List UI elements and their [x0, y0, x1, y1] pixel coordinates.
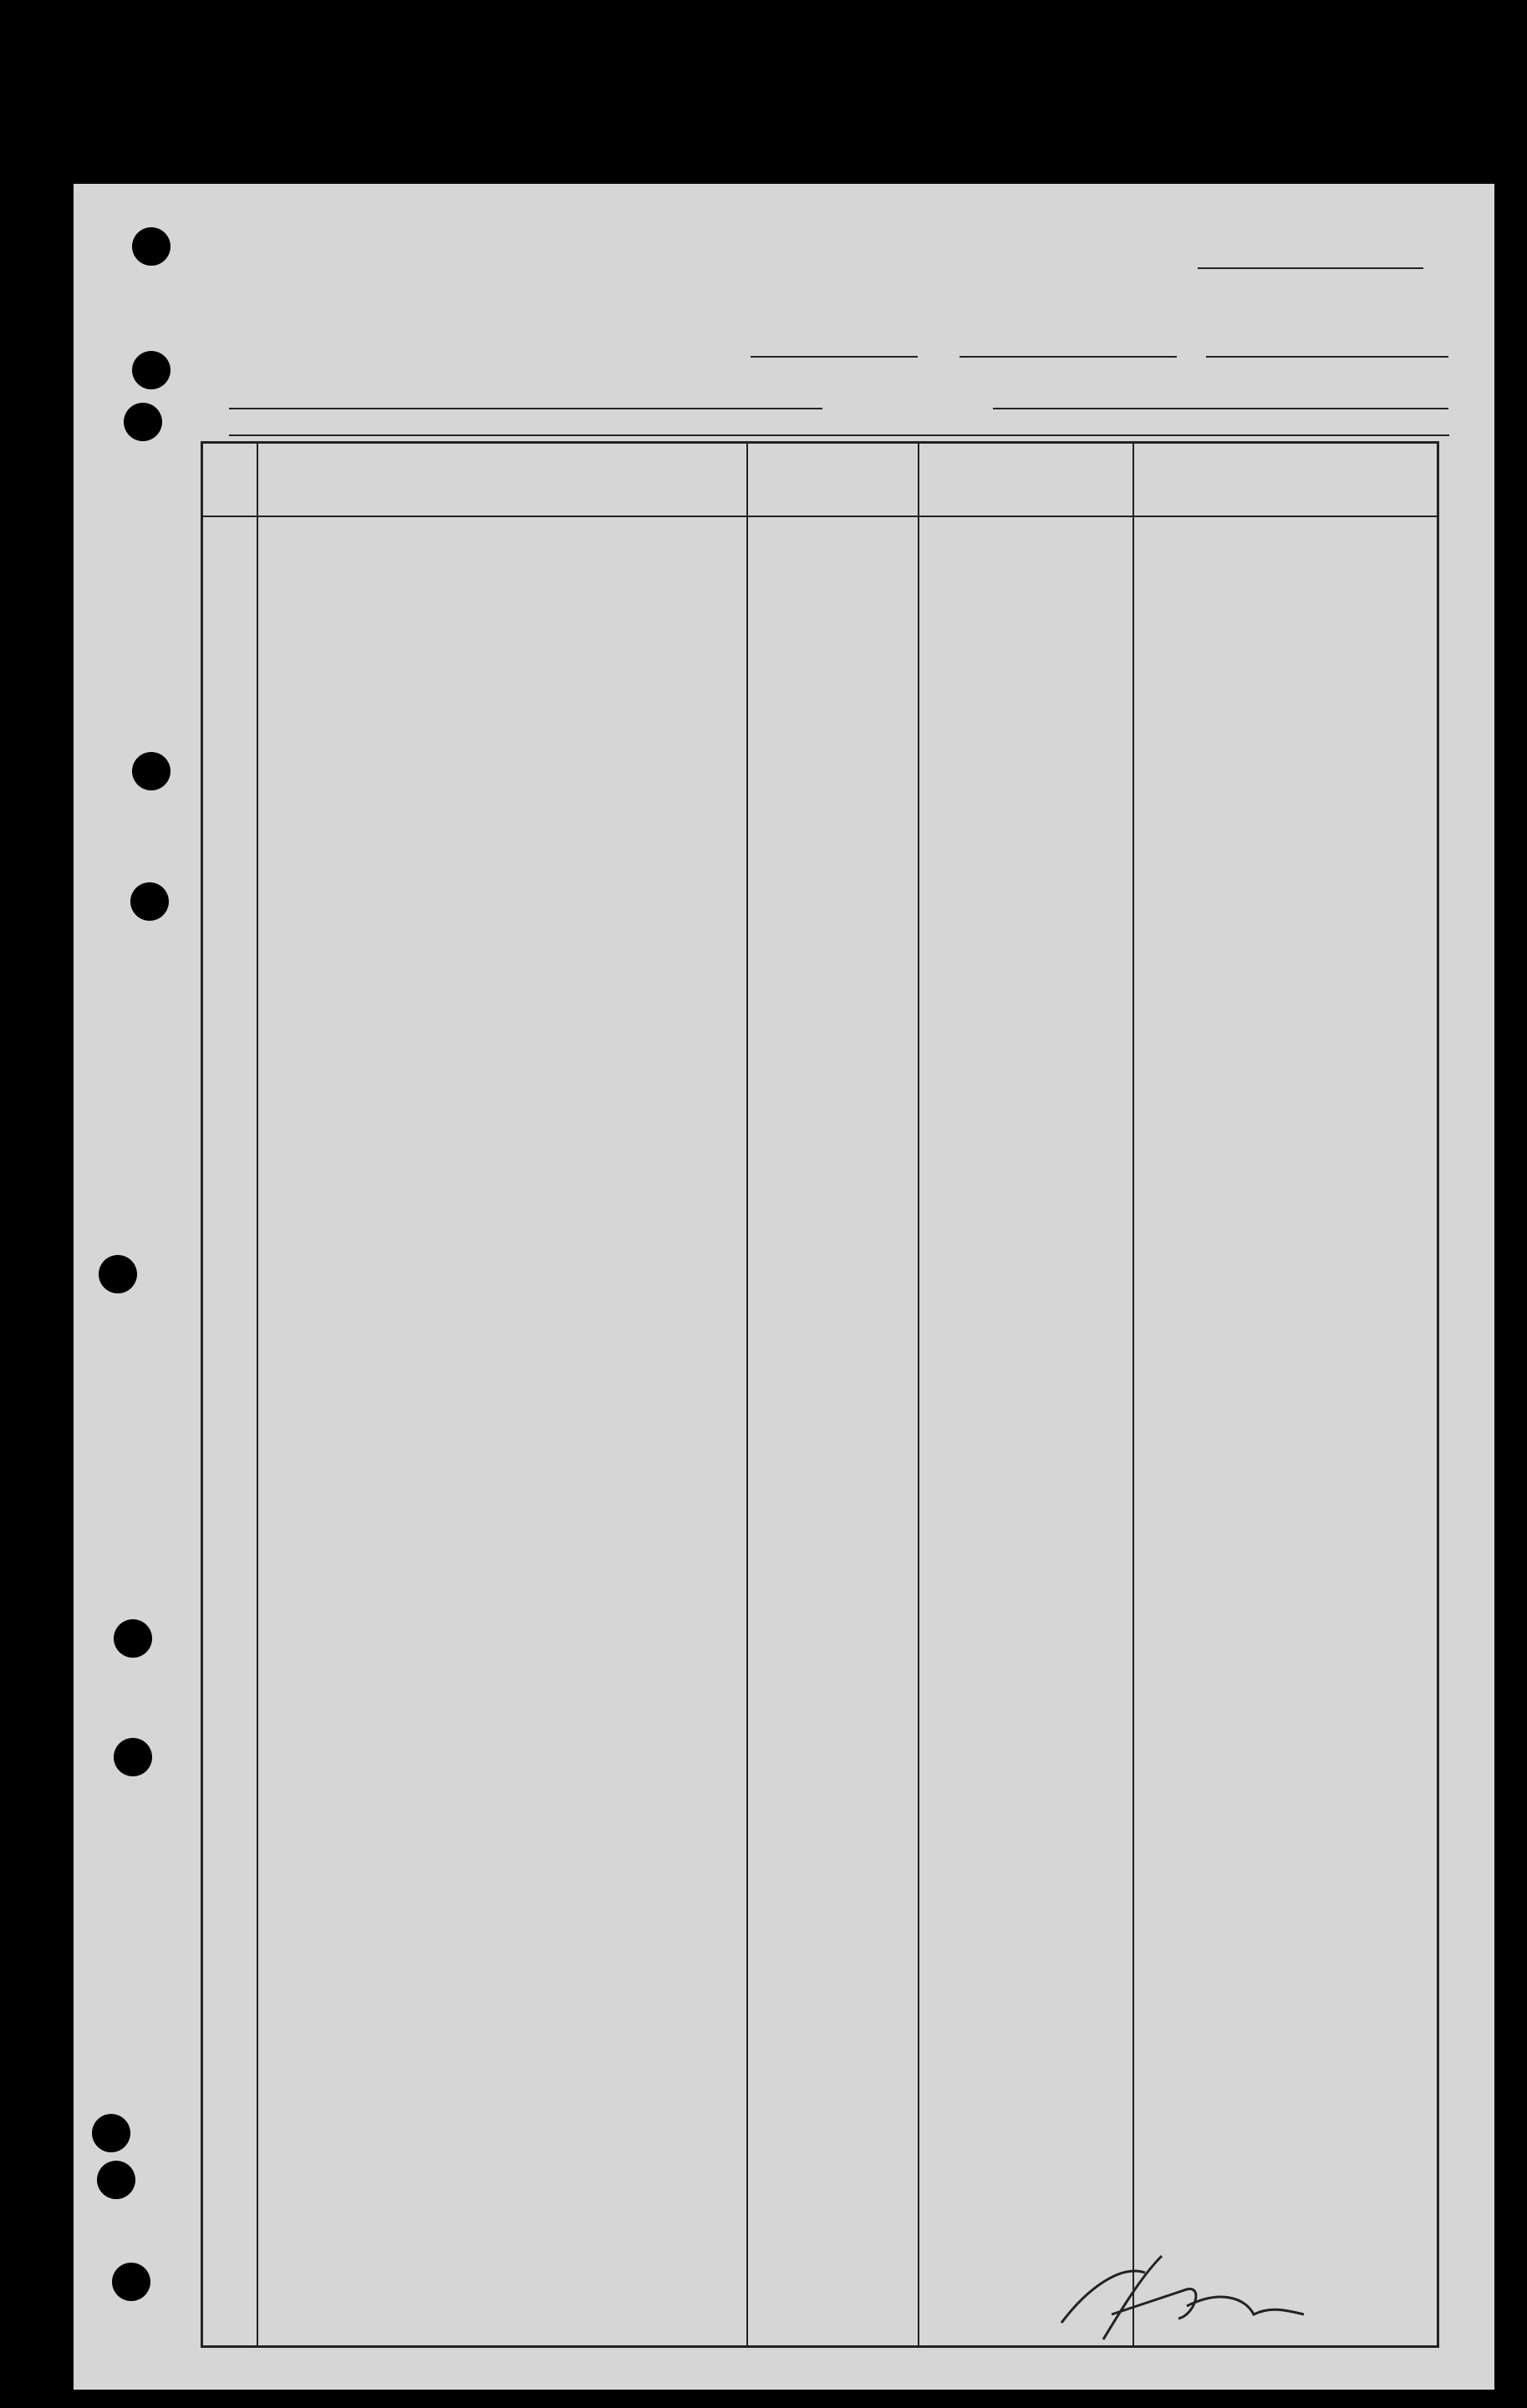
col-divider [1133, 444, 1134, 2345]
col-header-baggage [919, 444, 1133, 516]
punch-hole [124, 403, 162, 441]
punch-hole [114, 1619, 152, 1658]
col-header-officers [1134, 444, 1439, 516]
punch-hole [132, 351, 171, 389]
punch-hole [132, 227, 171, 266]
punch-hole [130, 882, 169, 921]
punch-hole [97, 2161, 135, 2199]
punch-hole [132, 752, 171, 790]
col-header-line [203, 444, 257, 516]
vessel-underline [229, 408, 822, 409]
col-header-name [258, 444, 746, 516]
agents-underline [229, 434, 1449, 436]
col-divider [257, 444, 258, 2345]
punch-hole [92, 2114, 130, 2152]
col-divider [918, 444, 919, 2345]
header-divider [203, 516, 1437, 517]
class-underline [751, 356, 918, 358]
col-header-passport [748, 444, 915, 516]
list-number-underline [1198, 267, 1423, 269]
col-divider [746, 444, 748, 2345]
punch-hole [99, 1255, 137, 1293]
punch-hole [114, 1738, 152, 1776]
punch-hole [112, 2263, 150, 2301]
officer-signature [1053, 2239, 1321, 2365]
from-underline [959, 356, 1177, 358]
arrival-underline [993, 408, 1448, 409]
date-underline [1206, 356, 1448, 358]
passenger-table [201, 441, 1439, 2348]
